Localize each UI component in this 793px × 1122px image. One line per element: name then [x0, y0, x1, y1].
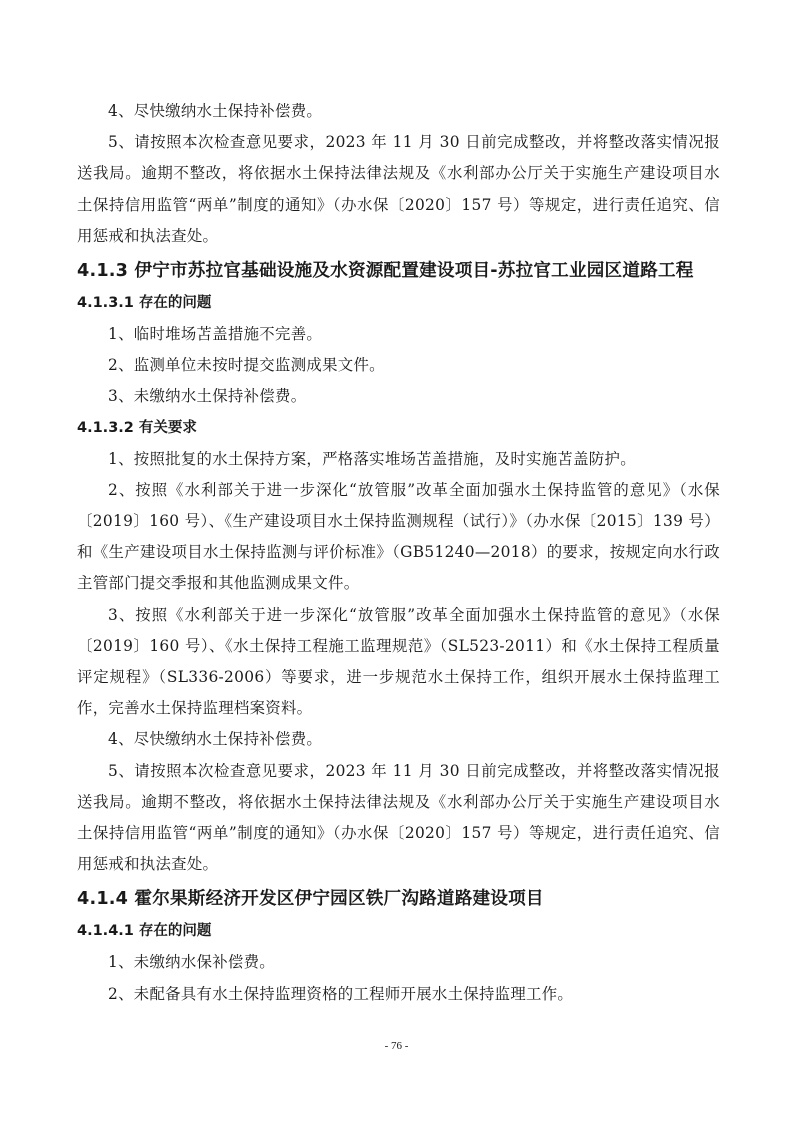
subsection-heading-4-1-4-1: 4.1.4.1 存在的问题	[77, 923, 212, 940]
subsection-heading-4-1-3-2: 4.1.3.2 有关要求	[77, 419, 197, 436]
section-heading-4-1-4: 4.1.4 霍尔果斯经济开发区伊宁园区铁厂沟路道路建设项目	[77, 889, 544, 910]
list-item: 4、尽快缴纳水土保持补偿费。	[108, 730, 323, 749]
list-item: 2、未配备具有水土保持监理资格的工程师开展水土保持监理工作。	[108, 984, 574, 1003]
paragraph: 5、请按照本次检查意见要求，2023 年 11 月 30 日前完成整改，并将整改落实情况报送我局。逾期不整改，将依据水土保持法律法规及《水利部办公厅关于实施生产建设项目水土保持信用监管“两单”制度的通知》（办水保〔2020〕157 号）等规定，进行责任追究、信用惩戒和执法查处。	[77, 133, 720, 245]
document-page	[77, 96, 720, 1010]
page-number: - 76 -	[384, 1040, 409, 1052]
list-item: 1、临时堆场苫盖措施不完善。	[108, 325, 323, 344]
list-item: 2、监测单位未按时提交监测成果文件。	[108, 356, 385, 375]
list-item: 3、未缴纳水土保持补偿费。	[108, 387, 307, 406]
list-item: 3、按照《水利部关于进一步深化“放管服”改革全面加强水土保持监管的意见》（水保〔2019〕160 号）、《水土保持工程施工监理规范》（SL523-2011）和《水土保持工程质量评定规程》（SL336-2006）等要求，进一步规范水土保持工作，组织开展水土保持监理工作，完善水土保持监理档案资料。	[77, 605, 720, 718]
section-heading-4-1-3: 4.1.3 伊宁市苏拉官基础设施及水资源配置建设项目-苏拉官工业园区道路工程	[77, 261, 694, 282]
list-item: 2、按照《水利部关于进一步深化“放管服”改革全面加强水土保持监管的意见》（水保〔2019〕160 号）、《生产建设项目水土保持监测规程（试行）》（办水保〔2015〕139 号）和《生产建设项目水土保持监测与评价标准》（GB51240—2018）的要求，按规定向水行政主管部门提交季报和其他监测成果文件。	[77, 480, 720, 593]
paragraph: 4、尽快缴纳水土保持补偿费。	[108, 102, 323, 120]
list-item: 5、请按照本次检查意见要求，2023 年 11 月 30 日前完成整改，并将整改落实情况报送我局。逾期不整改，将依据水土保持法律法规及《水利部办公厅关于实施生产建设项目水土保持信用监管“两单”制度的通知》（办水保〔2020〕157 号）等规定，进行责任追究、信用惩戒和执法查处。	[77, 761, 720, 874]
list-item: 1、未缴纳水保补偿费。	[108, 953, 275, 972]
subsection-heading-4-1-3-1: 4.1.3.1 存在的问题	[77, 295, 212, 312]
list-item: 1、按照批复的水土保持方案，严格落实堆场苫盖措施，及时实施苫盖防护。	[108, 449, 636, 468]
